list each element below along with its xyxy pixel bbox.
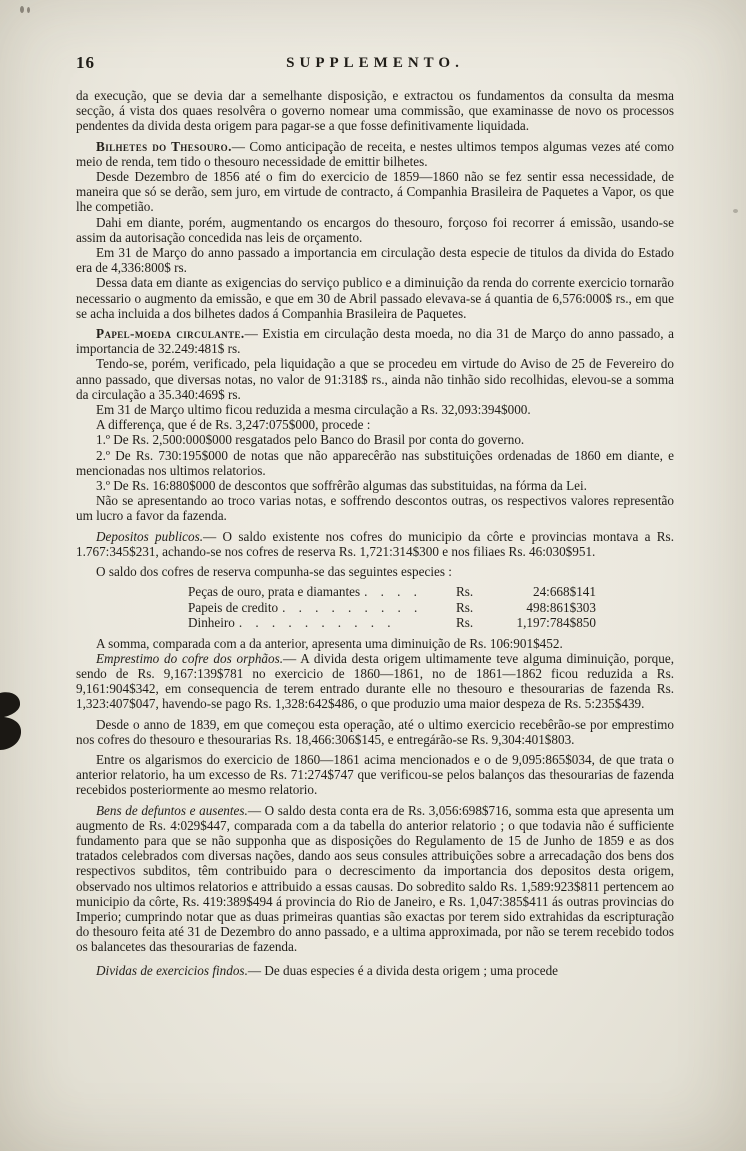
paragraph bbox=[76, 493, 674, 523]
table-currency: Rs. bbox=[456, 599, 474, 615]
scan-speck bbox=[20, 6, 24, 13]
table-row-label: Papeis de credito bbox=[188, 599, 279, 615]
run-in-heading: Papel-moeda circulante. bbox=[96, 326, 245, 342]
paragraph bbox=[76, 215, 674, 245]
paragraph-depositos-publicos bbox=[76, 529, 674, 559]
paragraph bbox=[76, 402, 674, 417]
scan-speck bbox=[733, 209, 738, 213]
list-item-3 bbox=[76, 478, 674, 493]
paragraph-bilhetes-thesouro bbox=[76, 139, 674, 169]
paragraph bbox=[76, 636, 674, 651]
table-currency: Rs. bbox=[456, 615, 474, 631]
paragraph bbox=[76, 564, 674, 579]
paragraph-text: Não se apresentando ao troco varias notas, e soffrendo descontos outras, os respectivos valores representão um lucro a favor da fazenda. bbox=[76, 493, 674, 524]
paragraph-papel-moeda bbox=[76, 326, 674, 356]
table-row-label: Dinheiro bbox=[188, 615, 235, 631]
table-amount: 1,197:784$850 bbox=[516, 615, 596, 631]
paragraph-text: Desde o anno de 1839, em que começou esta operação, até o ultimo exercicio recebêrão-se por emprestimo nos cofres do thesouro e thesourarias Rs. 18,466:306$145, e entregárão-se Rs. 9,304:401$803. bbox=[76, 716, 674, 747]
scan-speck bbox=[27, 7, 30, 13]
run-in-heading: Emprestimo do cofre dos orphãos. bbox=[96, 650, 284, 666]
table-row bbox=[188, 615, 596, 630]
paragraph bbox=[76, 169, 674, 215]
paragraph-text: — O saldo desta conta era de Rs. 3,056:698$716, somma esta que apresenta um augmento de Rs. 4:029$447, comparada com a da tabella do anterior relatorio ; o que todavia não é sufficiente fundamento para que se não supponha que as disposições do Regulamento de 15 de Junho de 1859 e as dos tratados celebrados com diversas nações, dando aos seus consules attribuições sobre a arrecadação dos bens dos respectivos subditos, têm contribuido para o decrescimento da importancia dos depositos desta origem, observado nos ultimos relatorios e attribuido a essas causas. Do sobredito saldo Rs. 1,589:923$811 pertencem ao municipio da côrte, Rs. 419:389$494 á provincia do Rio de Janeiro, e Rs. 1,047:385$411 ás outras provincias do Imperio; cumprindo notar que as duas primeiras quantias são exactas por terem sido extrahidas da escripturação do thesouro feita até 31 de Dezembro do anno passado, e a ultima approximada, por não se terem recebido todos os balancetes das thesourarias de fazenda. bbox=[76, 802, 674, 955]
page-header bbox=[76, 52, 674, 78]
page-number: 16 bbox=[76, 53, 95, 72]
paragraph-text: da execução, que se devia dar a semelhante disposição, e extractou os fundamentos da consulta da mesma secção, á vista dos quaes resolvêra o governo nomear uma commissão, que examinasse de novo os processos pendentes da divida desta origem para pagar-se a que fosse definitivamente liquidada. bbox=[76, 88, 674, 134]
paragraph bbox=[76, 717, 674, 747]
paragraph-text: Tendo-se, porém, verificado, pela liquidação a que se procedeu em virtude do Aviso de 25 de Fevereiro do anno passado, que diversas notas, no valor de 91:318$ rs., ainda não tinhão sido recolhidas, elevou-se a somma da circulação a 35.340:469$ rs. bbox=[76, 356, 674, 402]
paragraph-text: Desde Dezembro de 1856 até o fim do exercicio de 1859—1860 não se fez sentir essa necessidade, de maneira que só se derão, sem juro, em virtude de contracto, á Companhia Brasileira de Paquetes a Vapor, os que lhe competião. bbox=[76, 169, 674, 215]
paragraph-text: 3.º De Rs. 16:880$000 de descontos que soffrêrão algumas das substituidas, na fórma da Lei. bbox=[96, 478, 587, 494]
page-title: SUPPLEMENTO. bbox=[286, 55, 464, 71]
run-in-heading: Dividas de exercicios findos. bbox=[96, 962, 248, 978]
table-amount: 498:861$303 bbox=[526, 599, 596, 615]
dot-leader: . . . . . . . . . bbox=[282, 599, 418, 615]
paragraph bbox=[76, 752, 674, 798]
table-row bbox=[188, 600, 596, 615]
paragraph-text: — De duas especies é a divida desta origem ; uma procede bbox=[247, 962, 559, 978]
paragraph-emprestimo-orphaos bbox=[76, 651, 674, 712]
dot-leader: . . . . bbox=[364, 584, 417, 600]
paragraph-text: — Existia em circulação desta moeda, no dia 31 de Março do anno passado, a importancia de 32.249:481$ rs. bbox=[76, 326, 675, 357]
paragraph-text: 2.º De Rs. 730:195$000 de notas que não apparecêrão nas substituições ordenadas de 1860 em diante, e mencionadas nos ultimos relatorios. bbox=[76, 447, 674, 478]
paragraph-text: — A divida desta origem ultimamente teve alguma diminuição, porque, sendo de Rs. 9,167:139$781 no exercicio de 1860—1861, no de 1861—1862 ficou reduzida a Rs. 9,161:904$342, em consequencia de terem entrado durante elle no thesouro e thesourarias de fazenda Rs. 1,323:407$047, havendo-se pago Rs. 1,328:642$486, o que produzio uma maior despeza de Rs. 5:235$439. bbox=[76, 650, 674, 712]
list-item-2 bbox=[76, 448, 674, 478]
page-content bbox=[76, 52, 674, 978]
ink-blot-stain bbox=[0, 690, 26, 752]
document-body bbox=[76, 88, 674, 978]
paragraph bbox=[76, 417, 674, 432]
run-in-heading: Bilhetes do Thesouro. bbox=[96, 138, 232, 154]
paragraph-text: A somma, comparada com a da anterior, apresenta uma diminuição de Rs. 106:901$452. bbox=[96, 635, 563, 651]
table-currency: Rs. bbox=[456, 584, 474, 600]
paragraph bbox=[76, 245, 674, 275]
paragraph-text: Dahi em diante, porém, augmentando os encargos do thesouro, forçoso foi recorrer á emissão, usando-se assim da autorisação concedida nas leis de orçamento. bbox=[76, 214, 674, 245]
paragraph-bens-defuntos bbox=[76, 803, 674, 955]
run-in-heading: Bens de defuntos e ausentes. bbox=[96, 802, 248, 818]
dot-leader: . . . . . . . . . . bbox=[238, 615, 391, 631]
paragraph-text: Em 31 de Março ultimo ficou reduzida a mesma circulação a Rs. 32,093:394$000. bbox=[96, 402, 531, 418]
paragraph-dividas-findos bbox=[76, 963, 674, 978]
paragraph-text: Dessa data em diante as exigencias do serviço publico e a diminuição da renda do corrente exercicio tornarão necessario o augmento da emissão, e que em 30 de Abril passado elevava-se á quantia de 6,576:000$ rs., em que se acha incluida a dos bilhetes dados á Companhia Brasileira de Paquetes. bbox=[76, 275, 674, 321]
paragraph-text: 1.º De Rs. 2,500:000$000 resgatados pelo Banco do Brasil por conta do governo. bbox=[96, 432, 525, 448]
paragraph-text: Em 31 de Março do anno passado a importancia em circulação desta especie de titulos da divida do Estado era de 4,336:800$ rs. bbox=[76, 245, 674, 276]
table-row-label: Peças de ouro, prata e diamantes bbox=[188, 584, 361, 600]
paragraph-continuation bbox=[76, 88, 674, 134]
list-item-1 bbox=[76, 432, 674, 447]
paragraph bbox=[76, 275, 674, 321]
table-amount: 24:668$141 bbox=[532, 584, 596, 600]
paragraph-text: — Como anticipação de receita, e nestes ultimos tempos algumas vezes até como meio de renda, tem tido o thesouro necessidade de emittir bilhetes. bbox=[76, 138, 674, 169]
paragraph-text: A differença, que é de Rs. 3,247:075$000, procede : bbox=[96, 417, 371, 433]
paragraph-text: O saldo dos cofres de reserva compunha-se das seguintes especies : bbox=[96, 564, 452, 580]
paragraph bbox=[76, 356, 674, 402]
run-in-heading: Depositos publicos. bbox=[96, 528, 204, 544]
paragraph-text: — O saldo existente nos cofres do municipio da côrte e provincias montava a Rs. 1.767:345$231, achando-se nos cofres de reserva Rs. 1,721:314$300 e nos filiaes Rs. 46:030$951. bbox=[76, 528, 674, 559]
reserve-species-table bbox=[188, 584, 596, 630]
paragraph-text: Entre os algarismos do exercicio de 1860—1861 acima mencionados e o de 9,095:865$034, de que trata o anterior relatorio, ha um excesso de Rs. 71:274$747 que verificou-se pelos balanços das thesourarias de fazenda recebidos posteriormente ao mesmo relatorio. bbox=[76, 751, 674, 798]
table-row bbox=[188, 584, 596, 599]
